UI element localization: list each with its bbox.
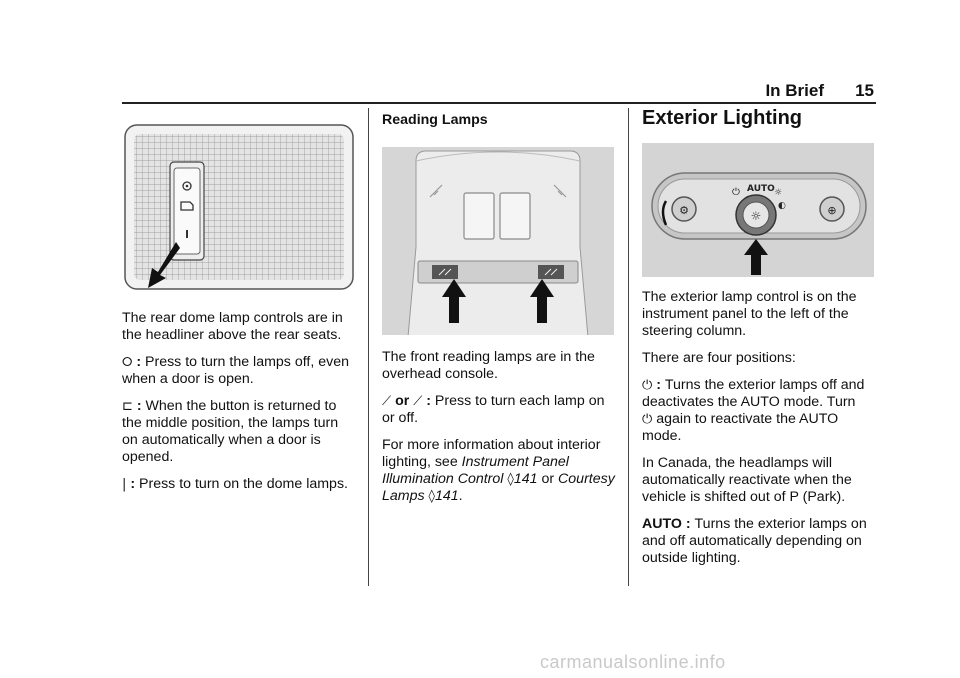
page-ref-icon: ◊ [428, 489, 435, 504]
on-button-icon: | [122, 477, 127, 492]
page-header [0, 0, 960, 104]
power-off-icon: ⏻ [642, 378, 653, 393]
reading-lamps-intro: The front reading lamps are in the overhead console. [382, 349, 595, 382]
right-reading-lamp-icon: ⟋ [413, 394, 423, 409]
item-off-position: ⏻ : Turns the exterior lamps off and deactivates the AUTO mode. Turn ⏻ again to reactivate the AUTO mode. [642, 377, 865, 444]
power-off-icon: ⏻ [642, 412, 653, 427]
header-rule [122, 102, 876, 104]
watermark: carmanualsonline.info [540, 652, 726, 672]
svg-text:☼: ☼ [750, 209, 762, 223]
svg-text:AUTO: AUTO [747, 184, 775, 194]
reading-lamps-heading: Reading Lamps [382, 112, 488, 128]
item-on: | : Press to turn on the dome lamps. [122, 476, 348, 492]
more-info: For more information about interior lighting, see Instrument Panel Illumination Control ◊141 or Courtesy Lamps ◊141. [382, 437, 615, 504]
left-reading-lamp-icon: ⟋ [382, 394, 392, 409]
svg-text:⊕: ⊕ [827, 204, 837, 217]
column-divider-1 [368, 108, 369, 586]
off-button-icon: ⭘ [122, 355, 133, 370]
positions-note: There are four positions: [642, 350, 796, 366]
svg-text:◐: ◐ [778, 201, 786, 211]
rear-dome-intro: The rear dome lamp controls are in the headliner above the rear seats. [122, 310, 343, 343]
column-exterior-lighting [642, 108, 876, 577]
page-ref-icon: ◊ [507, 472, 514, 487]
section-title: In Brief [765, 81, 824, 100]
ref-instrument-panel-link[interactable]: Instrument Panel Illumination Control [382, 454, 569, 487]
column-divider-2 [628, 108, 629, 586]
item-off: ⭘ : Press to turn the lamps off, even when a door is open. [122, 354, 350, 387]
column-rear-dome [122, 108, 354, 503]
exterior-lighting-heading: Exterior Lighting [642, 107, 802, 129]
ref-courtesy-lamps-link[interactable]: Courtesy Lamps [382, 471, 615, 504]
canada-note: In Canada, the headlamps will automatically reactivate when the vehicle is shifted out of P (Park). [642, 455, 852, 505]
reading-lamps-figure [382, 147, 614, 335]
reading-lamps-item: ⟋ or ⟋ : Press to turn each lamp on or off. [382, 393, 605, 426]
svg-text:⏻: ⏻ [732, 187, 740, 198]
door-button-icon: ⊏ [122, 399, 133, 414]
rear-dome-lamp-figure [124, 124, 354, 290]
item-auto-position: AUTO : Turns the exterior lamps on and off automatically depending on outside lighting. [642, 516, 867, 566]
exterior-lamp-control-figure [642, 143, 874, 277]
page-number: 15 [855, 81, 874, 100]
svg-text:⚙: ⚙ [679, 204, 689, 217]
svg-text:☼: ☼ [774, 188, 783, 198]
column-reading-lamps [382, 108, 616, 515]
exterior-intro: The exterior lamp control is on the instrument panel to the left of the steering column. [642, 289, 857, 339]
item-door: ⊏ : When the button is returned to the middle position, the lamps turn on automatically when a door is opened. [122, 398, 339, 465]
